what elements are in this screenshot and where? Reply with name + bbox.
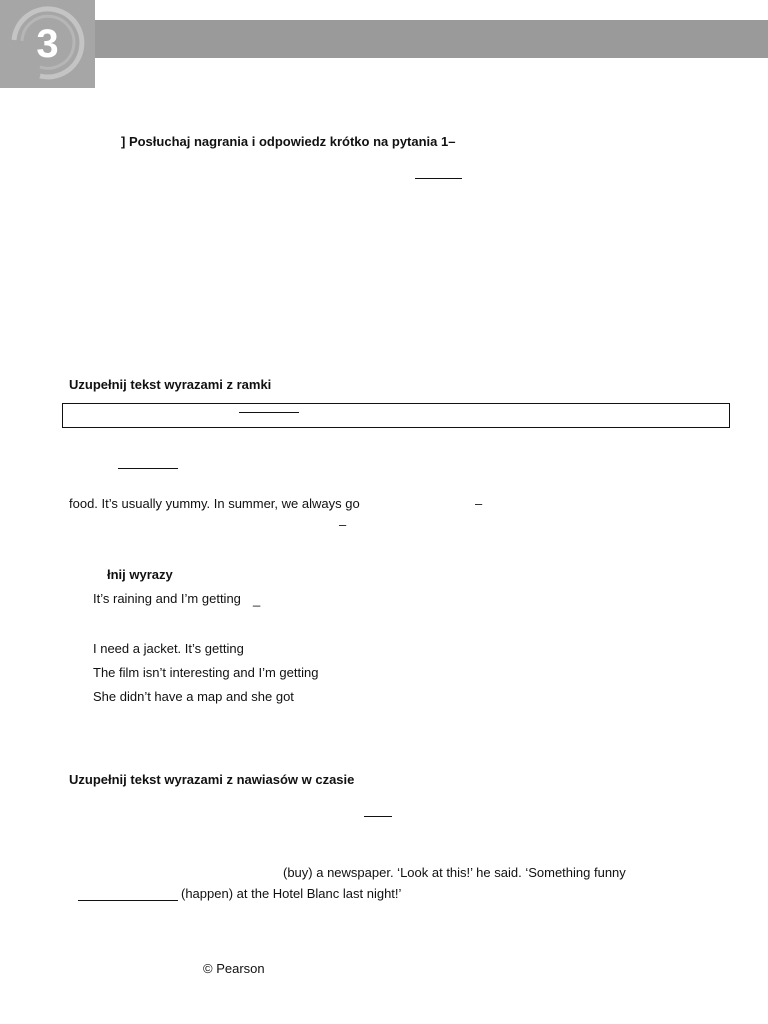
exercise-3-item-4: She didn’t have a map and she got	[93, 689, 294, 704]
exercise-3-item-3: The film isn’t interesting and I’m getting	[93, 665, 319, 680]
word-box-blank-line	[239, 412, 299, 413]
unit-number: 3	[36, 22, 59, 66]
exercise-2-blank-line	[118, 468, 178, 469]
exercise-2-instruction: Uzupełnij tekst wyrazami z ramki	[69, 377, 272, 392]
exercise-3-blank-1: _	[253, 592, 261, 607]
unit-header-bar	[0, 20, 768, 58]
word-box	[62, 403, 730, 428]
footer-copyright: © Pearson	[203, 961, 265, 976]
exercise-2-dash-2: –	[339, 517, 347, 532]
exercise-1-blank-line	[415, 178, 462, 179]
exercise-3-item-1: It’s raining and I’m getting	[93, 591, 241, 606]
exercise-2-dash-1: –	[475, 496, 483, 511]
exercise-1-instruction: ] Posłuchaj nagrania i odpowiedz krótko na pytania 1–	[121, 134, 456, 149]
exercise-4-instruction: Uzupełnij tekst wyrazami z nawiasów w czasie	[69, 772, 355, 787]
exercise-4-line-2: (happen) at the Hotel Blanc last night!’	[181, 886, 402, 901]
exercise-3-item-2: I need a jacket. It’s getting	[93, 641, 244, 656]
exercise-4-line-1: (buy) a newspaper. ‘Look at this!’ he said. ‘Something funny	[283, 865, 626, 880]
unit-badge	[0, 0, 95, 88]
exercise-2-text-line: food. It’s usually yummy. In summer, we always go	[69, 496, 360, 511]
exercise-3-instruction: łnij wyrazy	[107, 567, 173, 582]
exercise-4-blank-line-2	[78, 900, 178, 901]
exercise-4-blank-line-1	[364, 816, 392, 817]
